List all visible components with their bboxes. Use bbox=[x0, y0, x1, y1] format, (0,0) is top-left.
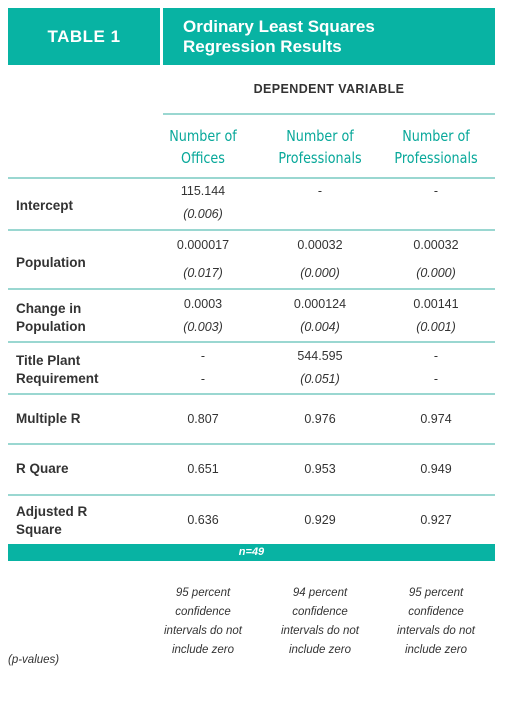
divider bbox=[8, 443, 495, 445]
column-header-line1: Number of bbox=[169, 127, 237, 145]
divider bbox=[8, 229, 495, 231]
cell-pvalue: (0.017) bbox=[183, 266, 223, 280]
cell-pvalue: (0.006) bbox=[183, 207, 223, 221]
divider bbox=[8, 494, 495, 496]
divider bbox=[8, 393, 495, 395]
row-label-line2: Requirement bbox=[16, 371, 99, 386]
cell-pvalue: (0.003) bbox=[183, 320, 223, 334]
note-line: 95 percent bbox=[175, 587, 231, 599]
divider bbox=[8, 288, 495, 290]
row-label-line1: Title Plant bbox=[16, 353, 81, 368]
column-header-line1: Number of bbox=[286, 127, 354, 145]
table-label: TABLE 1 bbox=[8, 8, 160, 65]
note-line: include zero bbox=[288, 644, 351, 656]
confidence-note bbox=[143, 584, 263, 660]
column-header-line2: Professionals bbox=[278, 149, 362, 167]
confidence-note bbox=[260, 584, 380, 660]
cell-pvalue: (0.000) bbox=[300, 266, 340, 280]
row-label-r-square: R Quare bbox=[16, 461, 69, 476]
cell-value: 115.144 bbox=[180, 184, 226, 198]
cell-value: 0.00141 bbox=[413, 297, 459, 311]
row-label-adjusted-r-square bbox=[16, 503, 87, 539]
cell-value: 0.953 bbox=[304, 462, 336, 476]
row-label-line1: Change in bbox=[16, 301, 82, 316]
row-label-population: Population bbox=[16, 255, 86, 270]
cell-value: 0.000017 bbox=[176, 238, 230, 252]
cell-value: - bbox=[433, 349, 439, 363]
cell-value: 0.976 bbox=[304, 412, 336, 426]
cell-pvalue: (0.051) bbox=[300, 372, 340, 386]
column-header-professionals-1 bbox=[269, 125, 371, 169]
cell-value: - bbox=[433, 184, 439, 198]
note-line: confidence bbox=[175, 606, 231, 618]
cell-value: 0.636 bbox=[187, 513, 219, 527]
cell-pvalue: (0.000) bbox=[416, 266, 456, 280]
note-line: 94 percent bbox=[292, 587, 348, 599]
cell-value: - bbox=[317, 184, 323, 198]
confidence-note bbox=[376, 584, 496, 660]
cell-value: - bbox=[200, 349, 206, 363]
table-title-line1: Ordinary Least Squares bbox=[183, 16, 375, 36]
sample-size-bar: n=49 bbox=[8, 544, 495, 561]
note-line: 95 percent bbox=[408, 587, 464, 599]
cell-value: 0.651 bbox=[187, 462, 219, 476]
column-header-line2: Professionals bbox=[394, 149, 478, 167]
divider bbox=[163, 113, 495, 115]
cell-value: 0.000124 bbox=[293, 297, 347, 311]
cell-pvalue: (0.001) bbox=[416, 320, 456, 334]
note-line: intervals do not bbox=[164, 625, 242, 637]
column-header-professionals-2 bbox=[385, 125, 487, 169]
divider bbox=[8, 177, 495, 179]
cell-value: 0.927 bbox=[420, 513, 452, 527]
cell-pvalue: - bbox=[200, 372, 206, 386]
note-line: include zero bbox=[171, 644, 234, 656]
row-label-intercept: Intercept bbox=[16, 198, 74, 213]
row-label-line2: Square bbox=[16, 522, 62, 537]
cell-value: 544.595 bbox=[297, 349, 343, 363]
pvalues-note: (p-values) bbox=[8, 654, 60, 666]
cell-value: 0.974 bbox=[420, 412, 452, 426]
cell-pvalue: - bbox=[433, 372, 439, 386]
note-line: confidence bbox=[408, 606, 464, 618]
cell-value: 0.00032 bbox=[413, 238, 459, 252]
column-header-line1: Number of bbox=[402, 127, 470, 145]
note-line: include zero bbox=[404, 644, 467, 656]
cell-value: 0.00032 bbox=[297, 238, 343, 252]
cell-value: 0.949 bbox=[420, 462, 452, 476]
dependent-variable-heading: DEPENDENT VARIABLE bbox=[253, 82, 405, 96]
cell-value: 0.807 bbox=[187, 412, 219, 426]
row-label-title-plant-requirement bbox=[16, 352, 99, 388]
row-label-line1: Adjusted R bbox=[16, 504, 88, 519]
column-header-line2: Offices bbox=[181, 149, 225, 167]
note-line: intervals do not bbox=[397, 625, 475, 637]
note-line: intervals do not bbox=[281, 625, 359, 637]
cell-value: 0.929 bbox=[304, 513, 336, 527]
table-title-line2: Regression Results bbox=[183, 36, 342, 56]
row-label-multiple-r: Multiple R bbox=[16, 411, 81, 426]
cell-value: 0.0003 bbox=[183, 297, 223, 311]
divider bbox=[8, 341, 495, 343]
table-title bbox=[163, 8, 495, 65]
column-header-offices bbox=[152, 125, 254, 169]
note-line: confidence bbox=[292, 606, 348, 618]
row-label-change-in-population bbox=[16, 300, 86, 336]
row-label-line2: Population bbox=[16, 319, 86, 334]
cell-pvalue: (0.004) bbox=[300, 320, 340, 334]
